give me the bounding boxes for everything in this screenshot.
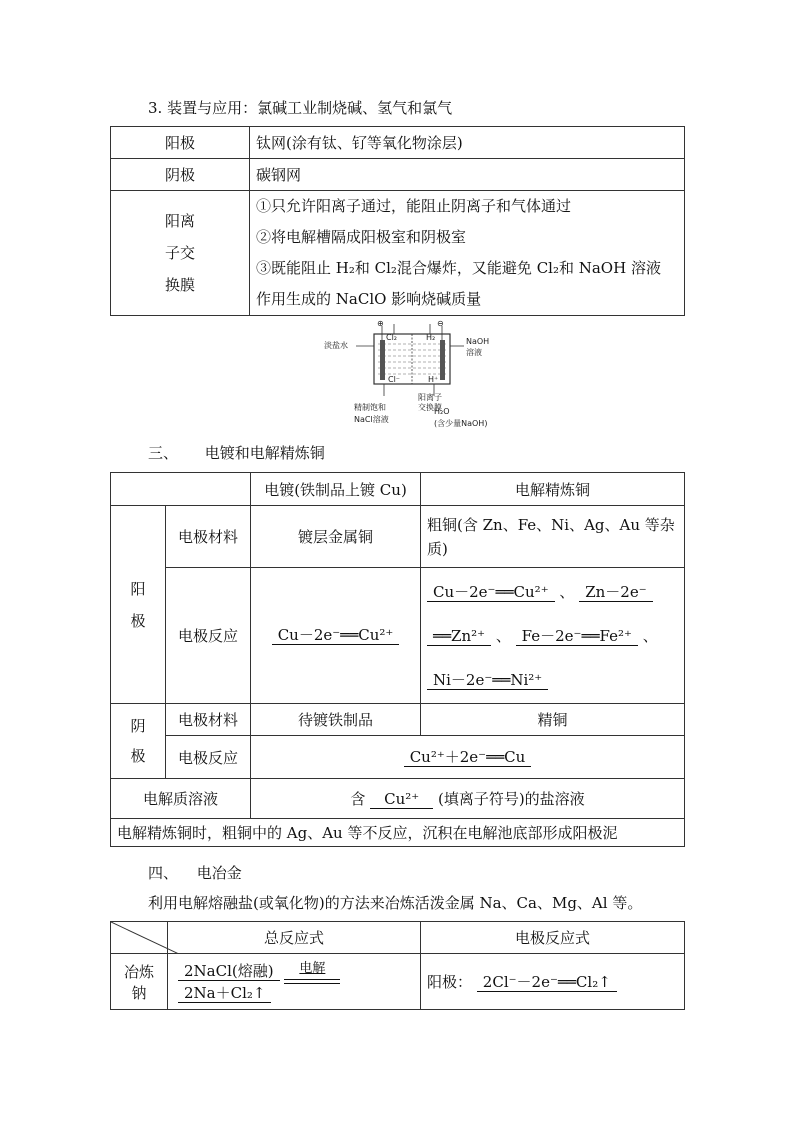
refining-material-line-2: 质)	[427, 539, 448, 558]
total-reaction	[168, 954, 421, 1010]
heading-number: 四、	[148, 864, 179, 882]
section-3-heading: 3. 装置与应用：氯碱工业制烧碱、氢气和氯气	[148, 99, 453, 117]
total-left: 2NaCl(熔融)	[178, 962, 280, 981]
refining-eq-ni: Ni－2e⁻══Ni²⁺	[427, 671, 548, 690]
electrolyte-suffix: (填离子符号)的盐溶液	[437, 790, 585, 808]
membrane-item-1: ①只允许阳离子通过，能阻止阴离子和气体通过	[256, 197, 572, 215]
electrolysis-condition: 电解	[299, 960, 326, 976]
naoh-label-1: NaOH	[466, 337, 490, 346]
cathode-reaction-label: 电极反应	[166, 736, 251, 779]
membrane-label-line-1: 阳离	[164, 212, 195, 230]
membrane-item-2: ②将电解槽隔成阳极室和阴极室	[256, 228, 467, 246]
refining-eq-zn-a: Zn－2e⁻	[579, 583, 652, 602]
anode-reaction-label: 电极反应	[166, 568, 251, 704]
refining-line-2	[427, 614, 678, 658]
membrane-label	[111, 191, 250, 316]
chlor-alkali-table	[110, 126, 685, 316]
cathode-material-label: 电极材料	[166, 704, 251, 736]
anode-equation: 2Cl⁻－2e⁻══Cl₂↑	[477, 973, 617, 992]
plating-anode-equation: Cu－2e⁻══Cu²⁺	[272, 626, 400, 645]
section-metallurgy-heading	[148, 862, 242, 883]
h-ion-label: H⁺	[428, 375, 439, 384]
col-refining-header: 电解精炼铜	[421, 473, 685, 506]
cathode-material-plating: 待镀铁制品	[251, 704, 421, 736]
h2-label: H₂	[426, 333, 436, 342]
section-electroplating-heading	[148, 442, 325, 463]
cathode-char-1: 阴	[130, 717, 146, 735]
electrolyte-ion: Cu²⁺	[370, 790, 433, 809]
membrane-caption-2: 交换膜	[418, 403, 442, 412]
water-label-2: (含少量NaOH)	[434, 419, 488, 428]
anode-char-2: 极	[130, 611, 146, 630]
anode-mud-note: 电解精炼铜时，粗铜中的 Ag、Au 等不反应，沉积在电解池底部形成阳极泥	[111, 819, 685, 847]
refining-line-1	[427, 570, 678, 614]
naoh-label-2: 溶液	[466, 348, 482, 357]
col-plating-header: 电镀(铁制品上镀 Cu)	[251, 473, 421, 506]
sep-2: 、	[495, 626, 511, 645]
refining-eq-fe: Fe－2e⁻══Fe²⁺	[516, 627, 638, 646]
anode-reaction-refining	[421, 568, 685, 704]
electrolyte-prefix: 含	[350, 790, 366, 808]
electrolyte-label: 电解质溶液	[111, 779, 251, 819]
anode-material-label: 电极材料	[166, 506, 251, 568]
cathode-char-2: 极	[130, 747, 146, 765]
cathode-material-refining: 精铜	[421, 704, 685, 736]
refining-eq-cu: Cu－2e⁻══Cu²⁺	[427, 583, 555, 602]
cathode-equation: Cu²⁺＋2e⁻══Cu	[404, 748, 532, 767]
corner-cell	[111, 473, 251, 506]
dilute-brine-label: 淡盐水	[324, 341, 348, 350]
cl-ion-label: Cl⁻	[388, 375, 401, 384]
electrode-reaction-cell	[421, 954, 685, 1010]
col-total-header: 总反应式	[168, 922, 421, 954]
anode-label: 阳极	[111, 127, 250, 159]
anode-value: 钛网(涂有钛、钌等氧化物涂层)	[250, 127, 685, 159]
cathode-label: 阴极	[111, 159, 250, 191]
anode-material-refining	[421, 506, 685, 568]
heading-number: 三、	[148, 444, 179, 462]
col-electrode-header: 电极反应式	[421, 922, 685, 954]
water-label-1: H₂O	[434, 407, 450, 416]
refining-line-3	[427, 658, 678, 702]
membrane-item-3: ③既能阻止 H₂和 Cl₂混合爆炸，又能避免 Cl₂和 NaOH 溶液	[256, 259, 661, 277]
feed-label-1: 精制饱和	[354, 403, 386, 412]
refining-eq-zn-b: ══Zn²⁺	[427, 627, 491, 646]
membrane-description	[250, 191, 685, 316]
cathode-value: 碳钢网	[250, 159, 685, 191]
anode-electrode	[380, 340, 385, 380]
anode-prefix: 阳极：	[427, 973, 473, 991]
electroplating-table	[110, 472, 685, 847]
electrolytic-cell-diagram	[322, 318, 504, 430]
sep-1: 、	[559, 582, 575, 601]
anode-material-plating: 镀层金属铜	[251, 506, 421, 568]
metallurgy-intro: 利用电解熔融盐(或氧化物)的方法来冶炼活泼金属 Na、Ca、Mg、Al 等。	[148, 894, 643, 912]
metallurgy-table	[110, 921, 685, 1010]
refining-material-line-1: 粗铜(含 Zn、Fe、Ni、Ag、Au 等杂	[427, 515, 675, 534]
cathode-reaction	[251, 736, 685, 779]
anode-reaction-plating	[251, 568, 421, 704]
cathode-row-label	[111, 704, 166, 779]
heading-text: 电镀和电解精炼铜	[204, 444, 325, 462]
double-line	[284, 979, 340, 984]
membrane-item-4: 作用生成的 NaClO 影响烧碱质量	[256, 290, 482, 308]
anode-row-label	[111, 506, 166, 704]
anode-char-1: 阳	[130, 579, 146, 598]
total-right: 2Na＋Cl₂↑	[178, 984, 271, 1003]
membrane-label-line-2: 子交	[164, 244, 195, 262]
heading-text: 电冶金	[196, 864, 242, 882]
plus-terminal: ⊕	[377, 319, 384, 328]
sep-3: 、	[642, 626, 658, 645]
electrolysis-arrow	[284, 961, 340, 984]
electrolyte-value	[251, 779, 685, 819]
cathode-electrode	[440, 340, 445, 380]
membrane-caption-1: 阳离子	[418, 393, 442, 402]
diagonal-corner-cell	[111, 922, 168, 954]
minus-terminal: ⊖	[437, 319, 444, 328]
cl2-label: Cl₂	[386, 333, 398, 342]
membrane-label-line-3: 换膜	[164, 276, 195, 294]
diagonal-line	[111, 922, 179, 954]
feed-label-2: NaCl溶液	[354, 415, 389, 424]
sodium-row-label: 冶炼钠	[111, 954, 168, 1010]
